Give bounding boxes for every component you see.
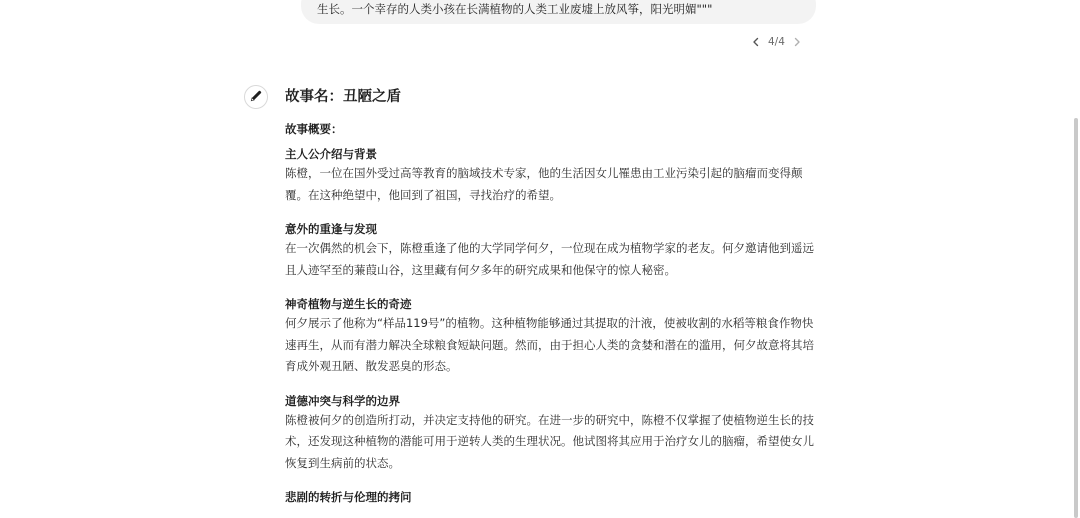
section-body: 陈橙，一位在国外受过高等教育的脑域技术专家，他的生活因女儿罹患由工业污染引起的脑瘤而变得颠覆。在这种绝望中，他回到了祖国，寻找治疗的希望。 [285,166,803,202]
story-title: 故事名：丑陋之盾 [285,89,401,105]
scrollbar-thumb[interactable] [1074,118,1078,518]
story-section [285,488,815,506]
section-heading: 神奇植物与逆生长的奇迹 [285,297,412,311]
section-heading: 道德冲突与科学的边界 [285,393,400,408]
section-heading: 悲剧的转折与伦理的拷问 [285,490,412,504]
section-heading: 主人公介绍与背景 [285,147,377,161]
user-message-bubble [301,0,816,24]
response-pager [748,34,805,50]
section-body: 在一次偶然的机会下，陈橙重逢了他的大学同学何夕，一位现在成为植物学家的老友。何夕邀请他到遥远且人迹罕至的蒹葭山谷，这里藏有何夕多年的研究成果和他保守的惊人秘密。 [285,241,814,277]
pencil-icon [249,88,263,107]
story-section [285,295,815,378]
story-section [285,220,815,281]
overview-label: 故事概要： [285,122,343,136]
chevron-right-icon[interactable] [789,34,805,50]
section-body: 陈橙被何夕的创造所打动，并决定支持他的研究。在进一步的研究中，陈橙不仅掌握了使植物逆生长的技术，还发现这种植物的潜能可用于逆转人类的生理状况。他试图将其应用于治疗女儿的脑瘤，希望使女儿恢复到生病前的状态。 [285,412,814,470]
assistant-avatar [244,85,268,109]
user-message-text: 生长。一个幸存的人类小孩在长满植物的人类工业废墟上放风筝，阳光明媚""" [317,2,713,16]
pager-count: 4/4 [768,36,785,48]
story-section [285,145,815,206]
chevron-left-icon[interactable] [748,34,764,50]
section-body: 何夕展示了他称为“样品119号”的植物。这种植物能够通过其提取的汁液，使被收割的水稻等粮食作物快速再生，从而有潜力解决全球粮食短缺问题。然而，由于担心人类的贪婪和潜在的滥用，何夕故意将其培育成外观丑陋、散发恶臭的形态。 [285,316,814,373]
story-section [285,392,815,475]
section-heading: 意外的重逢与发现 [285,222,377,236]
assistant-message [285,86,815,506]
